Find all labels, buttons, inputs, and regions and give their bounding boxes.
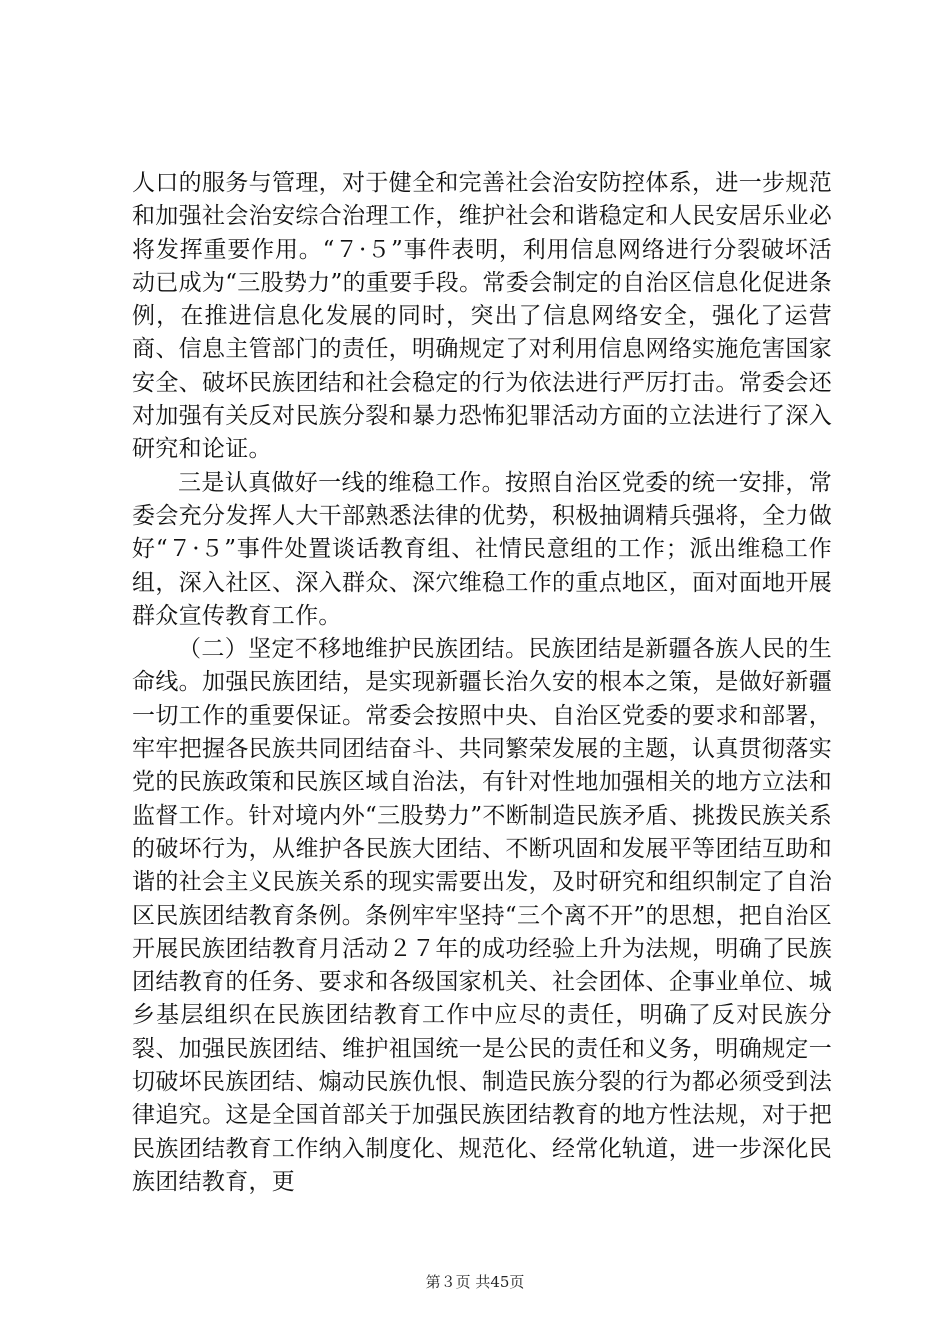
page-number-label: 第３页 共45页: [425, 1273, 525, 1291]
paragraph-section-two: （二）坚定不移地维护民族团结。民族团结是新疆各族人民的生命线。加强民族团结，是实现新疆长治久安的根本之策，是做好新疆一切工作的重要保证。常委会按照中央、自治区党委的要求和部署，牢牢把握各民族共同团结奋斗、共同繁荣发展的主题，认真贯彻落实党的民族政策和民族区域自治法，有针对性地加强相关的地方立法和监督工作。针对境内外“三股势力”不断制造民族矛盾、挑拨民族关系的破坏行为，从维护各民族大团结、不断巩固和发展平等团结互助和谐的社会主义民族关系的现实需要出发，及时研究和组织制定了自治区民族团结教育条例。条例牢牢坚持“三个离不开”的思想，把自治区开展民族团结教育月活动２７年的成功经验上升为法规，明确了民族团结教育的任务、要求和各级国家机关、社会团体、企事业单位、城乡基层组织在民族团结教育工作中应尽的责任，明确了反对民族分裂、加强民族团结、维护祖国统一是公民的责任和义务，明确规定一切破坏民族团结、煽动民族仇恨、制造民族分裂的行为都必须受到法律追究。这是全国首部关于加强民族团结教育的地方性法规，对于把民族团结教育工作纳入制度化、规范化、经常化轨道，进一步深化民族团结教育，更: [132, 636, 832, 1195]
paragraph-three: 三是认真做好一线的维稳工作。按照自治区党委的统一安排，常委会充分发挥人大干部熟悉法律的优势，积极抽调精兵强将，全力做好“７·５”事件处置谈话教育组、社情民意组的工作；派出维稳工作组，深入社区、深入群众、深穴维稳工作的重点地区，面对面地开展群众宣传教育工作。: [132, 469, 832, 629]
page-footer: [0, 1271, 950, 1292]
paragraph-continued: 人口的服务与管理，对于健全和完善社会治安防控体系，进一步规范和加强社会治安综合治理工作，维护社会和谐稳定和人民安居乐业必将发挥重要作用。“７·５”事件表明，利用信息网络进行分裂破坏活动已成为“三股势力”的重要手段。常委会制定的自治区信息化促进条例，在推进信息化发展的同时，突出了信息网络安全，强化了运营商、信息主管部门的责任，明确规定了对利用信息网络实施危害国家安全、破坏民族团结和社会稳定的行为依法进行严厉打击。常委会还对加强有关反对民族分裂和暴力恐怖犯罪活动方面的立法进行了深入研究和论证。: [132, 170, 832, 463]
document-body: [132, 167, 832, 1199]
